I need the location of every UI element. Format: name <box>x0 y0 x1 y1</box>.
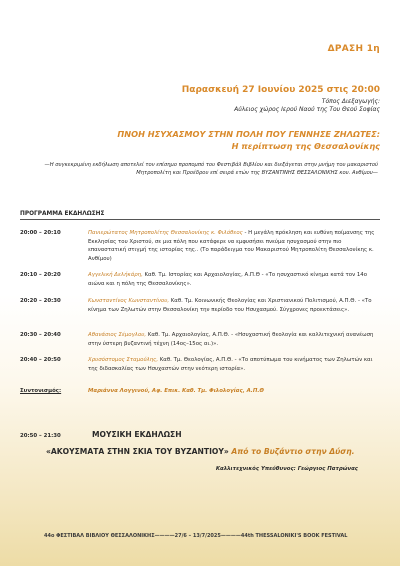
program-time: 20:10 – 20:20 <box>20 272 61 278</box>
program-text <box>88 331 380 348</box>
program-time: 20:20 – 20:30 <box>20 298 61 304</box>
speaker-name: Αγγελική Δελήκάρη, <box>88 272 143 278</box>
venue: Αύλειος χώρος Ιερού Ναού της Του Θεού Σοφίας <box>234 106 380 113</box>
music-title <box>46 447 355 456</box>
program-time: 20:00 – 20:10 <box>20 230 61 236</box>
coordinator-label: Συντονισμός: <box>20 388 62 394</box>
talk-title: Καθ. Τμ. Κοινωνικής Θεολογίας και Χριστιανικού Πολιτισμού, Α.Π.Θ. - «Το κίνημα των Ζηλωτών στην Θεσσαλονίκη την περίοδο του Ησυχασμού. Σύγχρονες προεκτάσεις». <box>88 298 372 313</box>
program-heading: ΠΡΟΓΡΑΜΜΑ ΕΚΔΗΛΩΣΗΣ <box>20 211 105 217</box>
program-text <box>88 356 380 373</box>
event-title: ΠΝΟΗ ΗΣΥΧΑΣΜΟΥ ΣΤΗΝ ΠΟΛΗ ΠΟΥ ΓΕΝΝΗΣΕ ΖΗΛΩΤΕΣ: <box>117 129 380 139</box>
music-director: Καλλιτεχνικός Υπεύθυνος: Γεώργιος Πατρώνας <box>215 466 358 472</box>
event-subtitle: Η περίπτωση της Θεσσαλονίκης <box>231 141 380 151</box>
music-title-text: «ΑΚΟΥΣΜΑΤΑ ΣΤΗΝ ΣΚΙΑ ΤΟΥ ΒΥΖΑΝΤΙΟΥ» <box>46 447 229 456</box>
program-time: 20:40 – 20:50 <box>20 357 61 363</box>
coordinator: Μαριάννα Λογγινού, Αφ. Επικ. Καθ. Τμ. Φιλολογίας, Α.Π.Θ <box>88 388 264 394</box>
speaker-name: Αθανάσιος Σέμογλου, <box>88 332 147 338</box>
speaker-name: Κωνσταντίνος Κωνσταντίνου, <box>88 298 170 304</box>
program-time: 20:30 – 20:40 <box>20 332 61 338</box>
music-subtitle: Από το Βυζάντιο στην Δύση. <box>228 447 355 456</box>
program-text <box>88 229 380 263</box>
event-date: Παρασκευή 27 Ιουνίου 2025 στις 20:00 <box>181 85 380 95</box>
talk-title: Καθ. Τμ. Θεολογίας, Α.Π.Θ. - «Το αποτύπωμα του κινήματος των Ζηλωτών και της διδασκαλίας των Ησυχαστών στην νεότερη ιστορία». <box>88 357 373 372</box>
footer: 44ο ΦΕΣΤΙΒΑΛ ΒΙΒΛΙΟΥ ΘΕΣΣΑΛΟΝΙΚΗΣ————27/6 – 13/7/2025————44th THESSALONIKI'S BOOK FESTIVAL <box>44 533 348 539</box>
session-label: ΔΡΑΣΗ 1η <box>327 44 380 54</box>
music-time: 20:50 – 21:30 <box>20 433 61 439</box>
speaker-name: Πανιερώτατος Μητροπολίτης Θεσσαλονίκης κ. Φιλόθεος <box>88 230 243 236</box>
divider <box>20 219 380 220</box>
program-text <box>88 271 380 288</box>
music-heading: ΜΟΥΣΙΚΗ ΕΚΔΗΛΩΣΗ <box>92 430 182 439</box>
venue-label: Τόπος Διεξαγωγής: <box>321 98 380 105</box>
talk-title: Καθ. Τμ. Ιστορίας και Αρχαιολογίας, Α.Π.Θ - «Το ησυχαστικό κίνημα κατά τον 14ο αιώνα και η πόλη της Θεσσαλονίκης». <box>88 272 367 287</box>
talk-title: - Η μεγάλη πρόκληση και ευθύνη ποίμανσης της Εκκλησίας του Χριστού, σε μια πόλη που κατάφερε να εμφυσήσει πνεύμα ησυχασμού στην πιο επαναστατική στιγμή της ιστορίας της.. (Το παράδειγμα του Μακαριστού Μητροπολίτη Θεσσαλονίκης κ. Ανθίμου) <box>88 230 375 262</box>
program-text <box>88 297 380 314</box>
speaker-name: Χρυσόστομος Σταμούλης, <box>88 357 159 363</box>
intro-text: —Η συγκεκριμένη εκδήλωση αποτελεί τον επίσημο προπομπό του Φεστιβάλ Βιβλίου και διεξάγεται στην μνήμη του μακαριστού Μητροπολίτη και Προέδρου επί σειρά ετών της ΒΥΖΑΝΤΙΝΗΣ ΘΕΣΣΑΛΟΝΙΚΗΣ κου. Ανθίμου— <box>44 162 378 177</box>
talk-title: Καθ. Τμ. Αρχαιολογίας, Α.Π.Θ. - «Ησυχαστική θεολογία και καλλιτεχνική ανανέωση στην ύστερη βυζαντινή τέχνη (14ος–15ος αι.)». <box>88 332 374 347</box>
